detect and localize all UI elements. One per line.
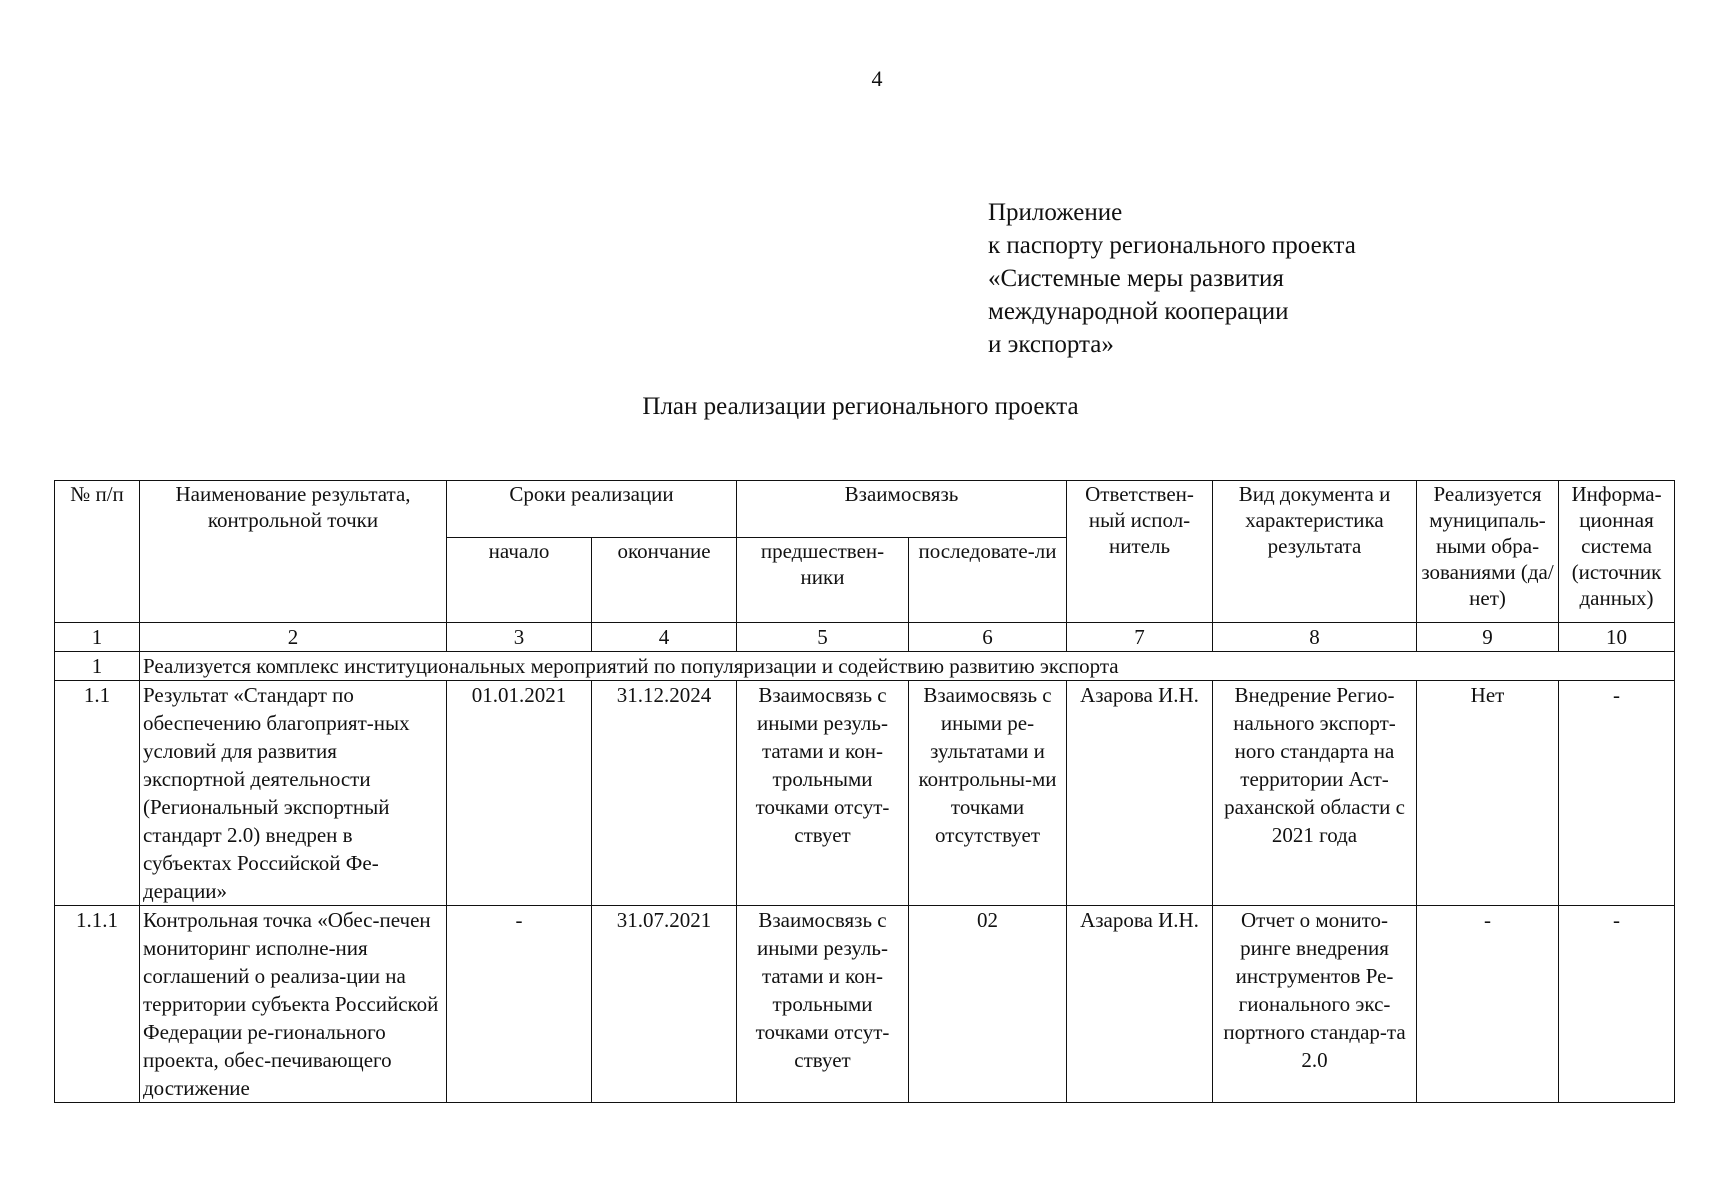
column-number: 8 (1213, 623, 1417, 652)
row-successors: 02 (909, 906, 1067, 1103)
appendix-line: к паспорту регионального проекта (988, 232, 1356, 259)
table-row (55, 681, 1675, 906)
header-successors: последовате-ли (909, 538, 1067, 623)
row-municipal: Нет (1417, 681, 1559, 906)
page-number: 4 (871, 66, 883, 91)
row-start: 01.01.2021 (447, 681, 592, 906)
appendix-line: международной кооперации (988, 298, 1289, 325)
row-num: 1.1.1 (55, 906, 140, 1103)
section-num: 1 (55, 652, 140, 681)
row-end: 31.12.2024 (592, 681, 737, 906)
header-num: № п/п (55, 481, 140, 623)
column-number: 3 (447, 623, 592, 652)
header-name: Наименование результата, контрольной точки (140, 481, 447, 623)
column-number: 7 (1067, 623, 1213, 652)
header-municipal: Реализуется муниципаль-ными обра-зованиями (да/нет) (1417, 481, 1559, 623)
column-number: 1 (55, 623, 140, 652)
header-terms: Сроки реализации (447, 481, 737, 538)
row-doc-type: Отчет о монито-ринге внедрения инструментов Ре-гионального экс-портного стандар-та 2.0 (1213, 906, 1417, 1103)
column-number: 4 (592, 623, 737, 652)
row-info-system: - (1559, 681, 1675, 906)
header-start: начало (447, 538, 592, 623)
row-doc-type: Внедрение Регио-нального экспорт-ного стандарта на территории Аст-раханской области с 2021 года (1213, 681, 1417, 906)
header-relation: Взаимосвязь (737, 481, 1067, 538)
row-municipal: - (1417, 906, 1559, 1103)
header-responsible: Ответствен-ный испол-нитель (1067, 481, 1213, 623)
section-row (55, 652, 1675, 681)
header-doc-type: Вид документа и характеристика результата (1213, 481, 1417, 623)
appendix-caption (988, 196, 1356, 361)
column-number: 10 (1559, 623, 1675, 652)
row-num: 1.1 (55, 681, 140, 906)
header-predecessors: предшествен-ники (737, 538, 909, 623)
appendix-line: и экспорта» (988, 331, 1114, 358)
appendix-line: «Системные меры развития (988, 265, 1284, 292)
row-responsible: Азарова И.Н. (1067, 681, 1213, 906)
section-text: Реализуется комплекс институциональных мероприятий по популяризации и содействию развитию экспорта (140, 652, 1675, 681)
header-info-system: Информа-ционная система (источник данных) (1559, 481, 1675, 623)
row-info-system: - (1559, 906, 1675, 1103)
column-number: 2 (140, 623, 447, 652)
row-successors: Взаимосвязь с иными ре-зультатами и контрольны-ми точками отсутствует (909, 681, 1067, 906)
plan-table (54, 480, 1675, 1103)
row-predecessors: Взаимосвязь с иными резуль-татами и кон-трольными точками отсут-ствует (737, 681, 909, 906)
plan-title: План реализации регионального проекта (642, 393, 1079, 420)
row-start: - (447, 906, 592, 1103)
row-predecessors: Взаимосвязь с иными резуль-татами и кон-трольными точками отсут-ствует (737, 906, 909, 1103)
row-name: Контрольная точка «Обес-печен мониторинг исполне-ния соглашений о реализа-ции на территории субъекта Российской Федерации ре-гионального проекта, обес-печивающего достижение (140, 906, 447, 1103)
column-number: 9 (1417, 623, 1559, 652)
column-number: 5 (737, 623, 909, 652)
header-end: окончание (592, 538, 737, 623)
column-number: 6 (909, 623, 1067, 652)
table-row (55, 906, 1675, 1103)
row-responsible: Азарова И.Н. (1067, 906, 1213, 1103)
appendix-line: Приложение (988, 199, 1123, 226)
row-name: Результат «Стандарт по обеспечению благоприят-ных условий для развития экспортной деятельности (Региональный экспортный стандарт 2.0) внедрен в субъектах Российской Фе-дерации» (140, 681, 447, 906)
row-end: 31.07.2021 (592, 906, 737, 1103)
